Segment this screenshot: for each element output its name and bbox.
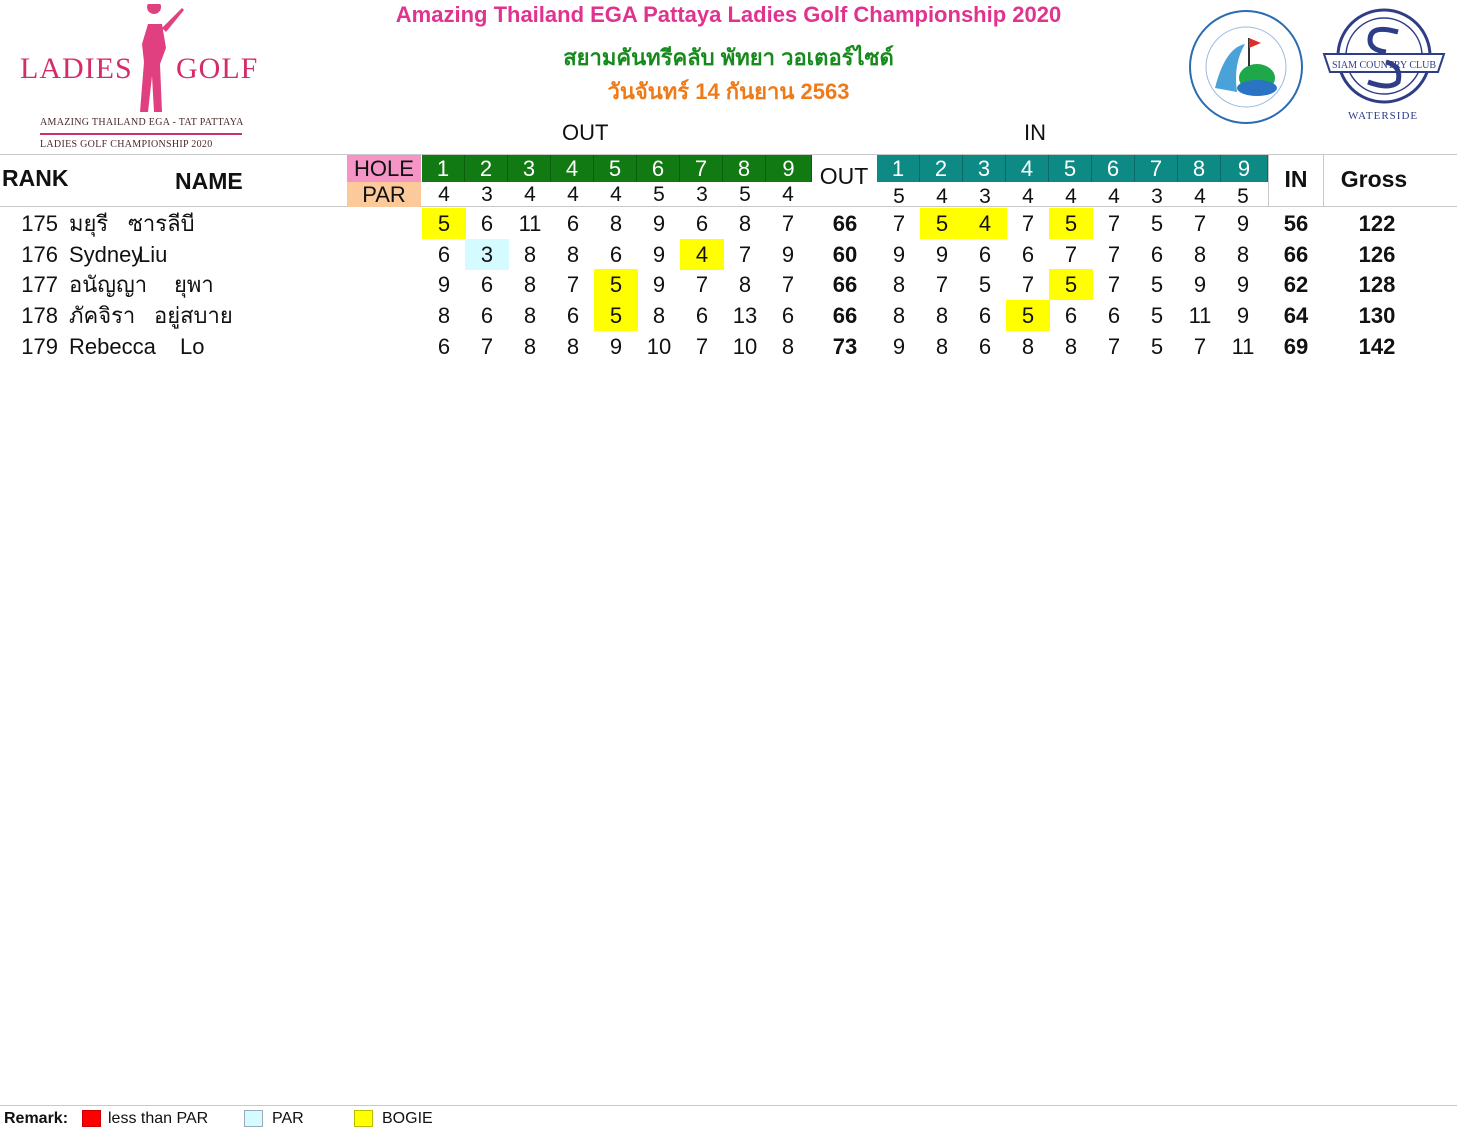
out-total: 60	[832, 241, 858, 267]
in-section-label: IN	[1024, 120, 1046, 145]
score-out-hole-3: 8	[523, 333, 537, 359]
score-out-hole-5: 6	[609, 241, 623, 267]
score-out-hole-9: 8	[781, 333, 795, 359]
score-out-hole-5: 8	[609, 211, 623, 236]
hole-number-out-5: 5	[594, 155, 637, 182]
tournament-title: Amazing Thailand EGA Pattaya Ladies Golf Championship 2020	[395, 2, 1062, 27]
score-out-hole-5: 5	[594, 300, 638, 331]
score-in-hole-7: 5	[1150, 211, 1164, 236]
score-in-hole-9: 11	[1231, 333, 1255, 359]
score-in-hole-2: 8	[935, 333, 949, 359]
par-in-7: 3	[1151, 185, 1163, 208]
gross-total: 142	[1358, 333, 1396, 359]
par-out-2: 3	[481, 183, 493, 206]
score-out-hole-5: 5	[594, 269, 638, 300]
score-out-hole-3: 11	[518, 211, 542, 236]
par-out-8: 5	[739, 183, 751, 206]
player-first-name: ภัคจิรา	[69, 303, 136, 329]
player-first-name: อนัญญา	[69, 272, 148, 298]
score-out-hole-9: 7	[781, 272, 795, 298]
score-in-hole-8: 7	[1193, 211, 1207, 236]
score-in-hole-8: 9	[1193, 272, 1207, 298]
svg-text:SIAM COUNTRY CLUB: SIAM COUNTRY CLUB	[1331, 60, 1437, 71]
score-in-hole-8: 11	[1188, 303, 1212, 329]
hole-number-out-7: 7	[680, 155, 723, 182]
score-out-hole-7: 7	[695, 272, 709, 298]
legend-under-par-text: less than PAR	[108, 1110, 209, 1127]
score-in-hole-5: 8	[1064, 333, 1078, 359]
par-out-6: 5	[653, 183, 665, 206]
score-in-hole-6: 7	[1107, 241, 1121, 267]
par-in-1: 5	[893, 185, 905, 208]
siam-country-club-logo	[1320, 6, 1448, 134]
player-row	[0, 208, 1457, 239]
hole-number-in-3: 3	[963, 155, 1006, 182]
score-in-hole-4: 6	[1021, 241, 1035, 267]
legend-swatch-par	[244, 1110, 263, 1127]
score-in-hole-4: 5	[1006, 300, 1050, 331]
par-out-7: 3	[696, 183, 708, 206]
player-row	[0, 239, 1457, 270]
hole-number-out-1: 1	[422, 155, 465, 182]
rank-column-header: RANK	[2, 165, 69, 191]
score-in-hole-6: 7	[1107, 272, 1121, 298]
player-rank: 178	[21, 303, 58, 329]
player-row	[0, 331, 1457, 362]
player-rank: 177	[21, 272, 58, 298]
par-in-9: 5	[1237, 185, 1249, 208]
hole-number-in-8: 8	[1178, 155, 1221, 182]
in-total: 69	[1283, 333, 1309, 359]
score-out-hole-6: 9	[652, 211, 666, 236]
out-total: 66	[832, 303, 858, 329]
gross-total: 122	[1358, 211, 1396, 236]
score-out-hole-4: 8	[566, 241, 580, 267]
score-out-hole-7: 7	[695, 333, 709, 359]
score-out-hole-1: 8	[437, 303, 451, 329]
legend-swatch-bogie	[354, 1110, 373, 1127]
par-in-5: 4	[1065, 185, 1077, 208]
score-out-hole-1: 5	[422, 208, 466, 239]
score-in-hole-8: 7	[1193, 333, 1207, 359]
par-row-label: PAR	[347, 182, 421, 207]
player-last-name: ซารลีบี	[128, 211, 195, 236]
score-in-hole-9: 9	[1236, 211, 1250, 236]
score-out-hole-9: 6	[781, 303, 795, 329]
score-out-hole-1: 6	[437, 333, 451, 359]
score-out-hole-2: 6	[480, 303, 494, 329]
score-in-hole-7: 5	[1150, 272, 1164, 298]
score-in-hole-7: 5	[1150, 333, 1164, 359]
score-out-hole-9: 7	[781, 211, 795, 236]
score-out-hole-3: 8	[523, 241, 537, 267]
par-in-3: 3	[979, 185, 991, 208]
logo-word-ladies: LADIES	[20, 52, 133, 85]
hole-number-in-2: 2	[920, 155, 963, 182]
hole-number-in-9: 9	[1221, 155, 1268, 182]
score-in-hole-3: 6	[978, 303, 992, 329]
score-in-hole-9: 9	[1236, 303, 1250, 329]
siam-emblem-icon	[1320, 6, 1448, 110]
par-in-8: 4	[1194, 185, 1206, 208]
player-last-name: Liu	[138, 241, 168, 267]
in-total-header: IN	[1284, 166, 1308, 192]
score-in-hole-5: 5	[1049, 208, 1093, 239]
name-column-header: NAME	[175, 168, 243, 194]
score-in-hole-1: 9	[892, 333, 906, 359]
score-out-hole-8: 10	[732, 333, 758, 359]
score-out-hole-4: 6	[566, 211, 580, 236]
score-in-hole-5: 6	[1064, 303, 1078, 329]
score-in-hole-4: 7	[1021, 272, 1035, 298]
score-in-hole-3: 6	[978, 241, 992, 267]
in-total: 62	[1283, 272, 1309, 298]
player-first-name: Sydney	[69, 241, 143, 267]
player-last-name: ยุพา	[174, 272, 214, 298]
score-in-hole-2: 8	[935, 303, 949, 329]
score-out-hole-6: 9	[652, 241, 666, 267]
score-out-hole-2: 7	[480, 333, 494, 359]
score-out-hole-7: 6	[695, 211, 709, 236]
ega-emblem-icon	[1185, 8, 1307, 126]
gross-total: 126	[1358, 241, 1396, 267]
gross-total-header: Gross	[1340, 166, 1408, 192]
score-in-hole-4: 7	[1021, 211, 1035, 236]
score-in-hole-6: 6	[1107, 303, 1121, 329]
player-rank: 176	[21, 241, 58, 267]
score-out-hole-6: 10	[646, 333, 672, 359]
player-last-name: อยู่สบาย	[154, 303, 233, 329]
score-out-hole-8: 8	[738, 211, 752, 236]
par-out-9: 4	[782, 183, 794, 206]
score-in-hole-1: 9	[892, 241, 906, 267]
hole-number-out-2: 2	[465, 155, 508, 182]
score-out-hole-4: 7	[566, 272, 580, 298]
hole-number-out-4: 4	[551, 155, 594, 182]
score-in-hole-5: 7	[1064, 241, 1078, 267]
gross-total: 128	[1358, 272, 1396, 298]
out-total-header: OUT	[819, 163, 869, 189]
ladies-golf-logo	[18, 4, 268, 152]
score-out-hole-7: 4	[680, 239, 724, 270]
par-in-4: 4	[1022, 185, 1034, 208]
in-total: 66	[1283, 241, 1309, 267]
score-out-hole-9: 9	[781, 241, 795, 267]
player-row	[0, 269, 1457, 300]
out-total: 66	[832, 211, 858, 236]
par-out-4: 4	[567, 183, 579, 206]
hole-number-out-6: 6	[637, 155, 680, 182]
score-in-hole-8: 8	[1193, 241, 1207, 267]
score-out-hole-6: 9	[652, 272, 666, 298]
score-out-hole-7: 6	[695, 303, 709, 329]
logo-subtitle-1: AMAZING THAILAND EGA - TAT PATTAYA	[40, 117, 244, 128]
player-rank: 175	[21, 211, 58, 236]
logo-word-golf: GOLF	[176, 52, 259, 85]
par-in-2: 4	[936, 185, 948, 208]
score-in-hole-1: 7	[892, 211, 906, 236]
in-total: 64	[1283, 303, 1309, 329]
waterside-label: WATERSIDE	[1348, 110, 1419, 122]
hole-number-out-3: 3	[508, 155, 551, 182]
logo-divider	[40, 133, 242, 135]
score-in-hole-3: 6	[978, 333, 992, 359]
score-out-hole-4: 6	[566, 303, 580, 329]
hole-number-in-1: 1	[877, 155, 920, 182]
hole-number-in-7: 7	[1135, 155, 1178, 182]
par-out-3: 4	[524, 183, 536, 206]
score-out-hole-8: 7	[738, 241, 752, 267]
score-out-hole-3: 8	[523, 303, 537, 329]
score-in-hole-6: 7	[1107, 333, 1121, 359]
hole-number-out-8: 8	[723, 155, 766, 182]
player-row	[0, 300, 1457, 331]
logo-subtitle-2: LADIES GOLF CHAMPIONSHIP 2020	[40, 139, 213, 150]
score-out-hole-2: 3	[465, 239, 509, 270]
out-total: 73	[832, 333, 858, 359]
par-out-1: 4	[438, 183, 450, 206]
par-out-5: 4	[610, 183, 622, 206]
score-out-hole-8: 13	[732, 303, 758, 329]
date-title: วันจันทร์ 14 กันยาน 2563	[607, 79, 850, 104]
score-out-hole-6: 8	[652, 303, 666, 329]
score-in-hole-4: 8	[1021, 333, 1035, 359]
score-out-hole-5: 9	[609, 333, 623, 359]
score-out-hole-2: 6	[480, 211, 494, 236]
hole-row-label: HOLE	[347, 155, 421, 182]
in-total: 56	[1283, 211, 1309, 236]
score-in-hole-6: 7	[1107, 211, 1121, 236]
score-in-hole-2: 9	[935, 241, 949, 267]
score-in-hole-5: 5	[1049, 269, 1093, 300]
score-in-hole-9: 9	[1236, 272, 1250, 298]
score-out-hole-1: 6	[437, 241, 451, 267]
score-in-hole-1: 8	[892, 303, 906, 329]
score-out-hole-3: 8	[523, 272, 537, 298]
out-total: 66	[832, 272, 858, 298]
hole-number-in-5: 5	[1049, 155, 1092, 182]
score-out-hole-4: 8	[566, 333, 580, 359]
hole-number-out-9: 9	[766, 155, 812, 182]
score-out-hole-8: 8	[738, 272, 752, 298]
gross-total: 130	[1358, 303, 1396, 329]
hole-number-in-4: 4	[1006, 155, 1049, 182]
score-in-hole-9: 8	[1236, 241, 1250, 267]
player-last-name: Lo	[180, 333, 205, 359]
score-in-hole-7: 6	[1150, 241, 1164, 267]
hole-number-in-6: 6	[1092, 155, 1135, 182]
venue-title: สยามคันทรีคลับ พัทยา วอเตอร์ไซด์	[563, 45, 894, 70]
legend-bogie-text: BOGIE	[382, 1110, 433, 1127]
score-in-hole-1: 8	[892, 272, 906, 298]
out-section-label: OUT	[562, 120, 609, 145]
ega-association-logo	[1185, 8, 1307, 126]
player-first-name: มยุรี	[69, 211, 109, 236]
remark-rule	[0, 1105, 1457, 1106]
score-out-hole-2: 6	[480, 272, 494, 298]
legend-par-text: PAR	[272, 1110, 304, 1127]
par-in-6: 4	[1108, 185, 1120, 208]
score-in-hole-2: 7	[935, 272, 949, 298]
player-rank: 179	[21, 333, 58, 359]
score-in-hole-7: 5	[1150, 303, 1164, 329]
legend-swatch-under-par	[82, 1110, 101, 1127]
score-in-hole-3: 4	[963, 208, 1007, 239]
remark-label: Remark:	[4, 1110, 69, 1127]
player-first-name: Rebecca	[69, 333, 156, 359]
score-in-hole-2: 5	[920, 208, 964, 239]
score-in-hole-3: 5	[978, 272, 992, 298]
score-out-hole-1: 9	[437, 272, 451, 298]
